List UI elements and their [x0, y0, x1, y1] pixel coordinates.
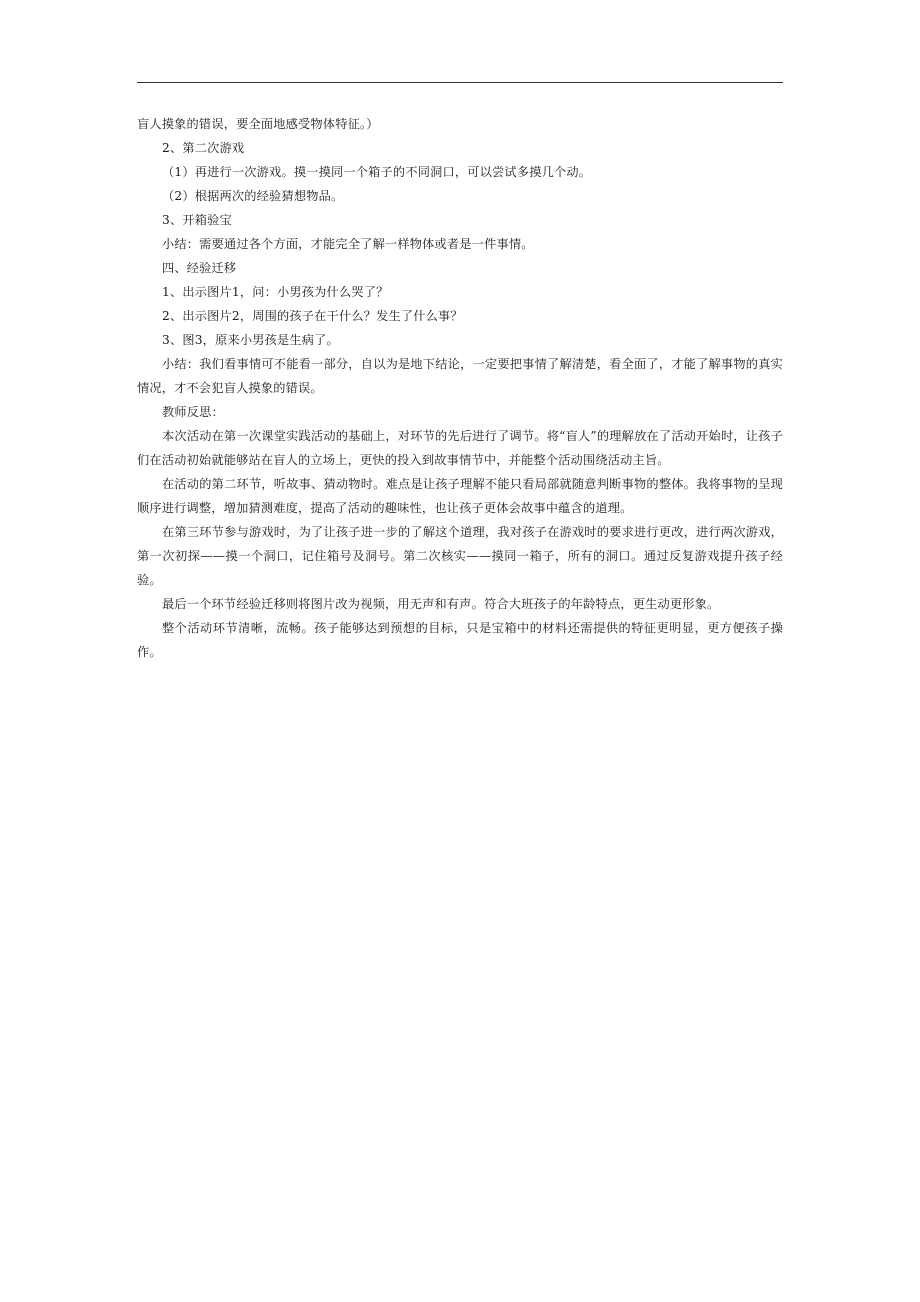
step-heading-second-game: 2、第二次游戏	[162, 141, 245, 155]
section-heading-experience-transfer: 四、经验迁移	[162, 261, 237, 275]
step-heading-open-box: 3、开箱验宝	[162, 213, 232, 227]
list-item-picture-1: 1、出示图片1，问：小男孩为什么哭了？	[162, 285, 389, 299]
paragraph-continuation: 盲人摸象的错误，要全面地感受物体特征。）	[137, 117, 379, 131]
list-item-picture-3: 3、图3，原来小男孩是生病了。	[162, 333, 339, 347]
reflection-paragraph: 整个活动环节清晰，流畅。孩子能够达到预想的目标，只是宝箱中的材料还需提供的特征更明显，更方便孩子操作。	[137, 621, 783, 659]
reflection-paragraph: 在活动的第二环节，听故事、猜动物时。难点是让孩子理解不能只看局部就随意判断事物的整体。我将事物的呈现顺序进行调整，增加猜测难度，提高了活动的趣味性，也让孩子更体会故事中蕴含的道理。	[137, 477, 783, 515]
reflection-paragraph: 最后一个环节经验迁移则将图片改为视频，用无声和有声。符合大班孩子的年龄特点，更生动更形象。	[162, 597, 720, 611]
list-item-play-again: （1）再进行一次游戏。摸一摸同一个箱子的不同洞口，可以尝试多摸几个动。	[162, 165, 592, 179]
header-rule	[137, 82, 783, 83]
section-heading-teacher-reflection: 教师反思：	[162, 405, 224, 419]
document-body	[137, 112, 783, 664]
reflection-paragraph: 在第三环节参与游戏时，为了让孩子进一步的了解这个道理，我对孩子在游戏时的要求进行更改，进行两次游戏，第一次初探——摸一个洞口，记住箱号及洞号。第二次核实——摸同一箱子，所有的洞口。通过反复游戏提升孩子经验。	[137, 525, 783, 587]
summary-paragraph: 小结：我们看事情可不能看一部分，自以为是地下结论，一定要把事情了解清楚，看全面了，才能了解事物的真实情况，才不会犯盲人摸象的错误。	[137, 357, 783, 395]
list-item-guess-item: （2）根据两次的经验猜想物品。	[162, 189, 344, 203]
reflection-paragraph: 本次活动在第一次课堂实践活动的基础上，对环节的先后进行了调节。将“盲人”的理解放在了活动开始时，让孩子们在活动初始就能够站在盲人的立场上，更快的投入到故事情节中，并能整个活动围绕活动主旨。	[137, 429, 783, 467]
summary-paragraph: 小结：需要通过各个方面，才能完全了解一样物体或者是一件事情。	[162, 237, 534, 251]
list-item-picture-2: 2、出示图片2，周围的孩子在干什么？发生了什么事？	[162, 309, 463, 323]
